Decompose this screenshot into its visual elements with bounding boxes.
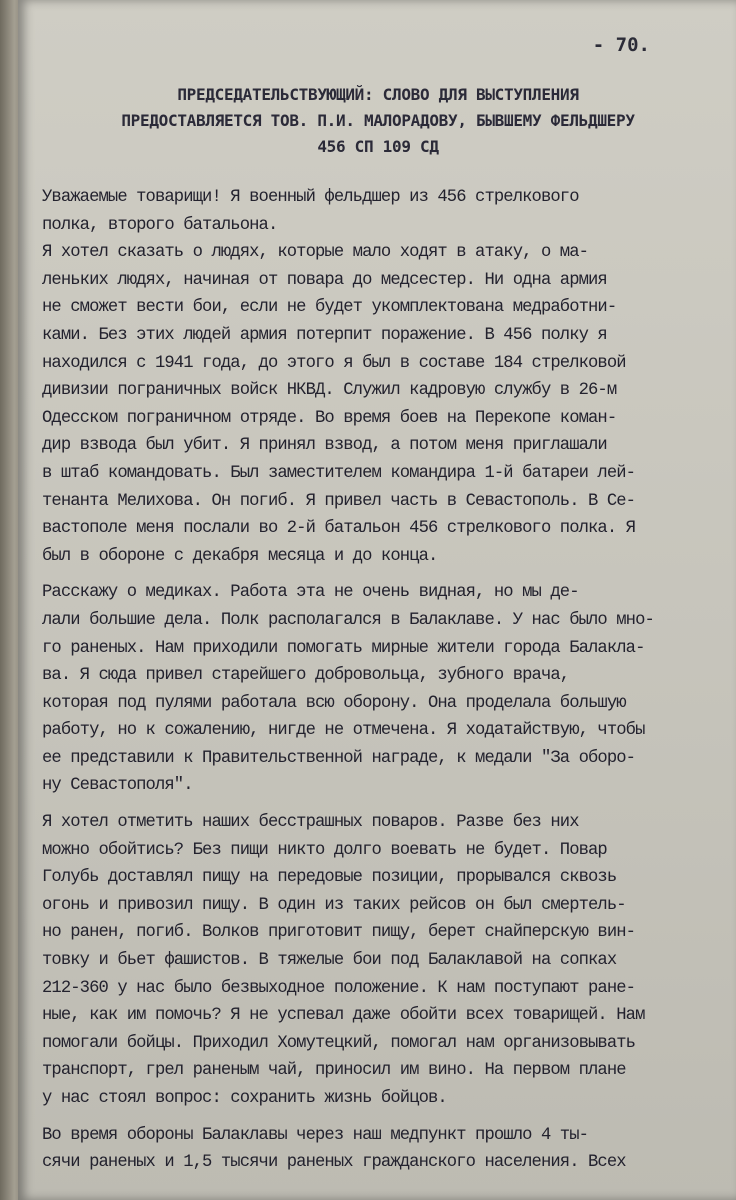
text-line: Во время обороны Балаклавы через наш медпункт прошло 4 ты- bbox=[42, 1125, 589, 1145]
text-line: был в обороне с декабря месяца и до конца. bbox=[42, 546, 438, 566]
paragraph bbox=[42, 239, 722, 570]
text-line: сячи раненых и 1,5 тысячи раненых гражданского населения. Всех bbox=[42, 1153, 626, 1173]
speech-body bbox=[42, 184, 722, 1177]
text-line: которая под пулями работала всю оборону. Она проделала большую bbox=[42, 693, 626, 713]
text-line: ками. Без этих людей армия потерпит поражение. В 456 полку я bbox=[42, 325, 607, 345]
paragraph bbox=[42, 579, 722, 800]
paragraph bbox=[42, 184, 722, 239]
paragraph bbox=[42, 1122, 722, 1177]
text-line: дир взвода был убит. Я принял взвод, а потом меня приглашали bbox=[42, 436, 607, 456]
text-line: ные, как им помочь? Я не успевал даже обойти всех товарищей. Нам bbox=[42, 1006, 645, 1026]
speech-heading bbox=[58, 82, 698, 160]
text-line: дивизии пограничных войск НКВД. Служил кадровую службу в 26-м bbox=[42, 381, 617, 401]
text-line: Одесском пограничном отряде. Во время боев на Перекопе коман- bbox=[42, 408, 617, 428]
heading-line: 456 СП 109 СД bbox=[317, 137, 439, 156]
text-line: работу, но к сожалению, нигде не отмечена. Я ходатайствую, чтобы bbox=[42, 721, 645, 741]
text-line: Уважаемые товарищи! Я военный фельдшер из 456 стрелкового bbox=[42, 188, 579, 207]
text-line: ее представили к Правительственной награде, к медали "За оборо- bbox=[42, 748, 636, 768]
text-line: ну Севастополя". bbox=[42, 776, 193, 796]
text-line: Я хотел отметить наших бесстрашных поваров. Разве без них bbox=[42, 813, 579, 833]
text-line: не сможет вести бои, если не будет укомплектована медработни- bbox=[42, 298, 617, 318]
text-line: в штаб командовать. Был заместителем командира 1-й батареи лей- bbox=[42, 463, 636, 483]
page-number: - 70. bbox=[592, 34, 650, 56]
heading-line: ПРЕДОСТАВЛЯЕТСЯ ТОВ. П.И. МАЛОРАДОВУ, БЫВШЕМУ ФЕЛЬДШЕРУ bbox=[121, 111, 635, 130]
text-line: леньких людях, начиная от повара до медсестер. Ни одна армия bbox=[42, 270, 607, 290]
heading-line: ПРЕДСЕДАТЕЛЬСТВУЮЩИЙ: СЛОВО ДЛЯ ВЫСТУПЛЕНИЯ bbox=[177, 85, 579, 104]
text-line: полка, второго батальона. bbox=[42, 215, 278, 235]
text-line: можно обойтись? Без пищи никто долго воевать не будет. Повар bbox=[42, 840, 607, 860]
text-line: товку и бьет фашистов. В тяжелые бои под Балаклавой на сопках bbox=[42, 951, 617, 971]
text-line: но ранен, погиб. Волков приготовит пищу, берет снайперскую вин- bbox=[42, 923, 636, 943]
text-line: Я хотел сказать о людях, которые мало ходят в атаку, о ма- bbox=[42, 243, 589, 263]
text-line: у нас стоял вопрос: сохранить жизнь бойцов. bbox=[42, 1089, 447, 1108]
text-line: тенанта Мелихова. Он погиб. Я привел часть в Севастополь. В Се- bbox=[42, 491, 636, 511]
text-line: Расскажу о медиках. Работа эта не очень видная, но мы де- bbox=[42, 583, 579, 603]
text-line: ва. Я сюда привел старейшего добровольца, зубного врача, bbox=[42, 666, 570, 686]
text-line: находился с 1941 года, до этого я был в составе 184 стрелковой bbox=[42, 353, 626, 373]
text-line: 212-360 у нас было безвыходное положение. К нам поступают ране- bbox=[42, 978, 636, 998]
text-line: вастополе меня послали во 2-й батальон 456 стрелкового полка. Я bbox=[42, 519, 636, 539]
text-line: транспорт, грел раненым чай, приносил им вино. На первом плане bbox=[42, 1061, 626, 1081]
document-page bbox=[18, 0, 736, 1200]
text-line: помогали бойцы. Приходил Хомутецкий, помогал нам организовывать bbox=[42, 1033, 636, 1053]
text-line: го раненых. Нам приходили помогать мирные жители города Балакла- bbox=[42, 638, 645, 658]
text-line: Голубь доставлял пищу на передовые позиции, прорывался сквозь bbox=[42, 868, 617, 888]
text-line: огонь и привозил пищу. В один из таких рейсов он был смертель- bbox=[42, 895, 626, 915]
paragraph bbox=[42, 809, 722, 1113]
text-line: лали большие дела. Полк располагался в Балаклаве. У нас было мно- bbox=[42, 610, 654, 630]
